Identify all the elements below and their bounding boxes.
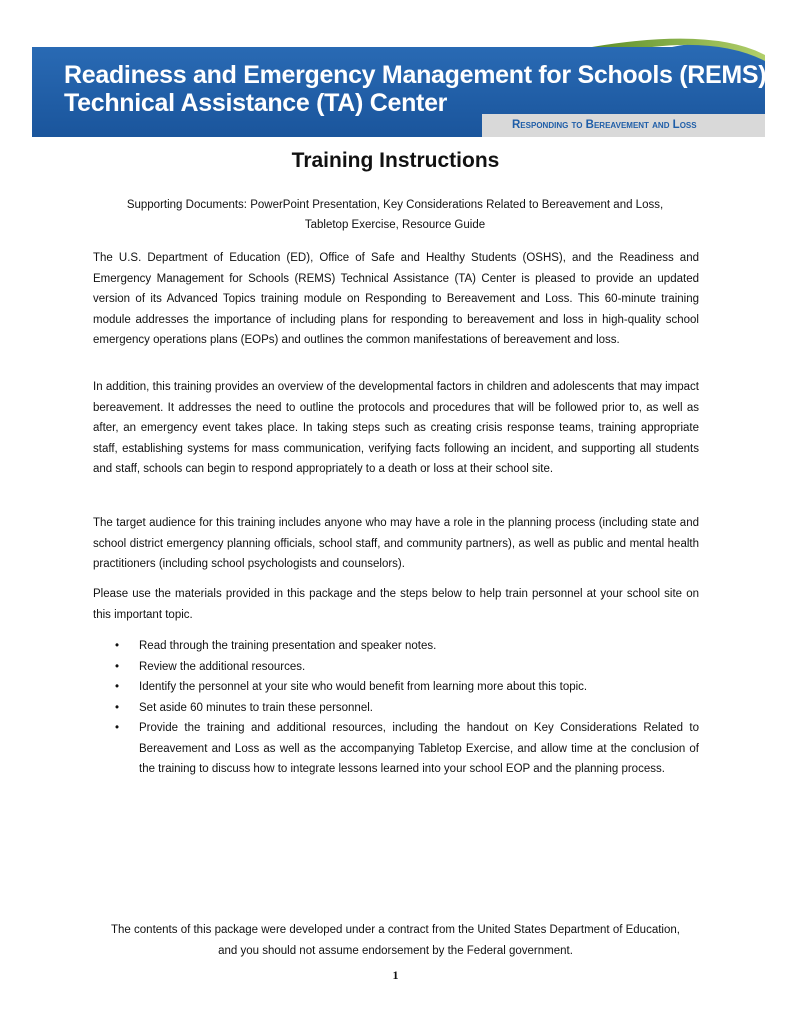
supporting-documents bbox=[95, 195, 695, 235]
list-item bbox=[93, 718, 699, 780]
list-item-text: Read through the training presentation and speaker notes. bbox=[139, 640, 437, 652]
document-title: Training Instructions bbox=[291, 149, 500, 172]
list-item-text: Set aside 60 minutes to train these personnel. bbox=[139, 701, 373, 714]
bullet-glyph: • bbox=[115, 722, 120, 734]
steps-list bbox=[93, 636, 699, 780]
list-item bbox=[93, 677, 699, 698]
banner-title-line2: Technical Assistance (TA) Center bbox=[64, 89, 448, 117]
banner-title-line1: Readiness and Emergency Management for Schools (REMS) bbox=[64, 61, 767, 89]
banner-title bbox=[64, 61, 766, 117]
bullet-glyph: • bbox=[115, 701, 120, 714]
list-item bbox=[93, 698, 699, 719]
page-number: 1 bbox=[392, 968, 399, 982]
paragraph-instructions: Please use the materials provided in this package and the steps below to help train personnel at your school site on this important topic. bbox=[93, 588, 699, 621]
bullet-glyph: • bbox=[115, 640, 120, 652]
disclaimer-line1: The contents of this package were developed under a contract from the United States Department of Education, bbox=[111, 924, 680, 936]
list-item-text: Identify the personnel at your site who would benefit from learning more about this topic. bbox=[139, 681, 588, 693]
supporting-documents-line1: Supporting Documents: PowerPoint Presentation, Key Considerations Related to Bereavement and Loss, bbox=[126, 199, 664, 211]
supporting-documents-line2: Tabletop Exercise, Resource Guide bbox=[304, 219, 486, 231]
list-item bbox=[93, 636, 699, 657]
list-item-text: Provide the training and additional resources, including the handout on Key Considerations Related to Bereavement and Loss as well as the accompanying Tabletop Exercise, and allow time at the conclusion of the training to discuss how to integrate lessons learned into your school EOP and the planning process. bbox=[139, 722, 699, 775]
disclaimer-line2: and you should not assume endorsement by the Federal government. bbox=[218, 944, 573, 957]
disclaimer-footer bbox=[0, 920, 791, 961]
banner-subtitle: Responding to Bereavement and Loss bbox=[482, 114, 765, 137]
paragraph-audience: The target audience for this training includes anyone who may have a role in the planning process (including state and school district emergency planning officials, school staff, and community partners), as well as public and mental health practitioners (including school psychologists and counselors). bbox=[93, 517, 699, 570]
paragraph-intro: The U.S. Department of Education (ED), Office of Safe and Healthy Students (OSHS), and the Readiness and Emergency Management for Schools (REMS) Technical Assistance (TA) Center is pleased to provide an updated version of its Advanced Topics training module on Responding to Bereavement and Loss. This 60-minute training module addresses the importance of including plans for responding to bereavement and loss in high-quality school emergency operations plans (EOPs) and outlines the common manifestations of bereavement and loss. bbox=[93, 252, 699, 346]
list-item-text: Review the additional resources. bbox=[139, 660, 306, 673]
bullet-glyph: • bbox=[115, 660, 120, 673]
paragraph-overview: In addition, this training provides an overview of the developmental factors in children and adolescents that may impact bereavement. It addresses the need to outline the protocols and procedures that will be followed prior to, as well as after, an emergency event takes place. In taking steps such as creating crisis response teams, training appropriate staff, establishing systems for mass communication, verifying facts following an incident, and supporting all students and staff, schools can begin to respond appropriately to a death or loss at their school site. bbox=[93, 381, 699, 475]
list-item bbox=[93, 657, 699, 678]
bullet-glyph: • bbox=[115, 681, 120, 693]
